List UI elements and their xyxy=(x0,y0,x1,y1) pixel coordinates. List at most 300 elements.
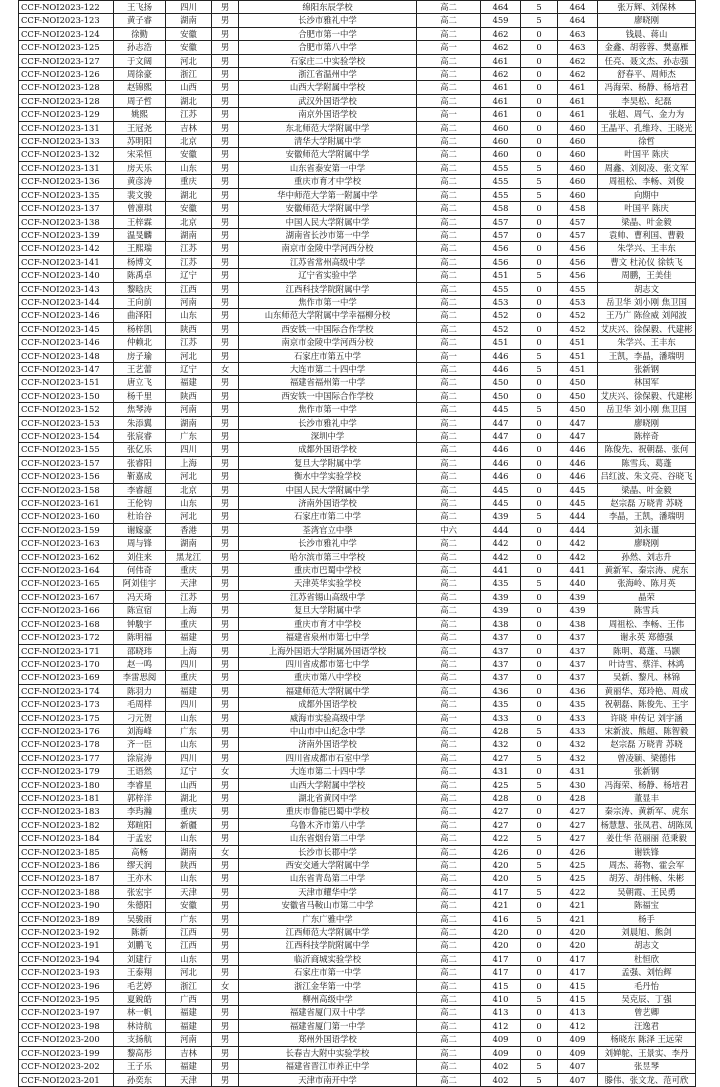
score-cell: 462 xyxy=(481,27,521,40)
school-cell: 柳州高级中学 xyxy=(239,993,417,1006)
gender-cell: 男 xyxy=(212,818,239,831)
gender-cell: 男 xyxy=(212,41,239,54)
bonus-cell: 0 xyxy=(521,698,558,711)
grade-cell: 高二 xyxy=(417,269,481,282)
gender-cell: 男 xyxy=(212,497,239,510)
coach-cell: 许晓 申传记 刘宇涵 xyxy=(598,711,696,724)
province-cell: 四川 xyxy=(166,657,212,670)
province-cell: 河北 xyxy=(166,54,212,67)
bonus-cell: 5 xyxy=(521,269,558,282)
name-cell: 钟駿宇 xyxy=(114,617,166,630)
province-cell: 江苏 xyxy=(166,590,212,603)
grade-cell: 高二 xyxy=(417,443,481,456)
school-cell: 衡水中学实验学校 xyxy=(239,470,417,483)
score-cell: 459 xyxy=(481,14,521,27)
contestant-id-cell: CCF-NOI2023-142 xyxy=(19,242,114,255)
school-cell: 上海外国语大学附属外国语学校 xyxy=(239,644,417,657)
bonus-cell: 0 xyxy=(521,939,558,952)
score-cell: 457 xyxy=(481,215,521,228)
contestant-id-cell: CCF-NOI2023-153 xyxy=(19,416,114,429)
bonus-cell: 0 xyxy=(521,523,558,536)
contestant-id-cell: CCF-NOI2023-180 xyxy=(19,778,114,791)
grade-cell: 高二 xyxy=(417,832,481,845)
name-cell: 王泰翔 xyxy=(114,966,166,979)
school-cell: 江西科技学院附属中学 xyxy=(239,282,417,295)
name-cell: 孙志浩 xyxy=(114,41,166,54)
table-row xyxy=(19,322,696,335)
score-cell: 420 xyxy=(481,939,521,952)
score-cell: 462 xyxy=(481,68,521,81)
name-cell: 陈明福 xyxy=(114,631,166,644)
score-cell: 435 xyxy=(481,698,521,711)
gender-cell: 男 xyxy=(212,885,239,898)
bonus-cell: 0 xyxy=(521,791,558,804)
school-cell: 大连市第二十四中学 xyxy=(239,765,417,778)
province-cell: 重庆 xyxy=(166,805,212,818)
coach-cell: 冯海荣、杨静、杨培君 xyxy=(598,778,696,791)
contestant-id-cell: CCF-NOI2023-186 xyxy=(19,859,114,872)
total-cell: 433 xyxy=(558,724,598,737)
total-cell: 447 xyxy=(558,416,598,429)
bonus-cell: 0 xyxy=(521,336,558,349)
coach-cell: 胡志文 xyxy=(598,282,696,295)
name-cell: 姚熙 xyxy=(114,108,166,121)
bonus-cell: 0 xyxy=(521,1019,558,1032)
table-row xyxy=(19,765,696,778)
contestant-id-cell: CCF-NOI2023-169 xyxy=(19,671,114,684)
score-cell: 442 xyxy=(481,550,521,563)
total-cell: 445 xyxy=(558,497,598,510)
coach-cell: 杨手 xyxy=(598,912,696,925)
total-cell: 435 xyxy=(558,698,598,711)
coach-cell: 梁晶、叶金毅 xyxy=(598,483,696,496)
province-cell: 安徽 xyxy=(166,41,212,54)
contestant-id-cell: CCF-NOI2023-127 xyxy=(19,54,114,67)
contestant-id-cell: CCF-NOI2023-202 xyxy=(19,1060,114,1073)
school-cell: 重庆市第八中学校 xyxy=(239,671,417,684)
coach-cell: 廖晓刚 xyxy=(598,14,696,27)
province-cell: 陕西 xyxy=(166,859,212,872)
school-cell: 成都外国语学校 xyxy=(239,698,417,711)
school-cell: 合肥市第一中学 xyxy=(239,27,417,40)
coach-cell: 赵宗磊 万晓青 苏晓 xyxy=(598,497,696,510)
coach-cell: 宋新波、熊超、陈智毅 xyxy=(598,724,696,737)
score-cell: 437 xyxy=(481,657,521,670)
grade-cell: 高二 xyxy=(417,644,481,657)
school-cell: 重庆市鲁能巴蜀中学校 xyxy=(239,805,417,818)
bonus-cell: 0 xyxy=(521,215,558,228)
table-row xyxy=(19,497,696,510)
gender-cell: 男 xyxy=(212,336,239,349)
province-cell: 广东 xyxy=(166,724,212,737)
grade-cell: 高二 xyxy=(417,939,481,952)
province-cell: 福建 xyxy=(166,1006,212,1019)
gender-cell: 男 xyxy=(212,899,239,912)
school-cell: 福建省泉州市第七中学 xyxy=(239,631,417,644)
total-cell: 460 xyxy=(558,188,598,201)
table-row xyxy=(19,550,696,563)
school-cell: 郑州外国语学校 xyxy=(239,1033,417,1046)
total-cell: 441 xyxy=(558,564,598,577)
bonus-cell: 5 xyxy=(521,14,558,27)
school-cell: 安徽师范大学附属中学 xyxy=(239,202,417,215)
bonus-cell: 0 xyxy=(521,430,558,443)
table-row xyxy=(19,188,696,201)
name-cell: 郑暄阳 xyxy=(114,818,166,831)
total-cell: 452 xyxy=(558,309,598,322)
bonus-cell: 5 xyxy=(521,1060,558,1073)
total-cell: 461 xyxy=(558,81,598,94)
bonus-cell: 0 xyxy=(521,121,558,134)
table-row xyxy=(19,1060,696,1073)
school-cell: 中山市中山纪念中学 xyxy=(239,724,417,737)
score-cell: 427 xyxy=(481,751,521,764)
name-cell: 苏明阳 xyxy=(114,135,166,148)
bonus-cell: 0 xyxy=(521,1046,558,1059)
grade-cell: 高二 xyxy=(417,765,481,778)
table-row xyxy=(19,899,696,912)
province-cell: 河南 xyxy=(166,295,212,308)
gender-cell: 男 xyxy=(212,443,239,456)
score-cell: 451 xyxy=(481,336,521,349)
province-cell: 陕西 xyxy=(166,389,212,402)
bonus-cell: 0 xyxy=(521,818,558,831)
coach-cell: 刘婵鸵、王景实、李丹 xyxy=(598,1046,696,1059)
coach-cell: 朱学兴、王丰东 xyxy=(598,242,696,255)
total-cell: 461 xyxy=(558,108,598,121)
name-cell: 杨博文 xyxy=(114,255,166,268)
table-row xyxy=(19,41,696,54)
total-cell: 437 xyxy=(558,657,598,670)
school-cell: 焦作市第一中学 xyxy=(239,403,417,416)
contestant-id-cell: CCF-NOI2023-124 xyxy=(19,27,114,40)
contestant-id-cell: CCF-NOI2023-189 xyxy=(19,912,114,925)
total-cell: 453 xyxy=(558,295,598,308)
name-cell: 张亿乐 xyxy=(114,443,166,456)
contestant-id-cell: CCF-NOI2023-196 xyxy=(19,979,114,992)
name-cell: 何伟奇 xyxy=(114,564,166,577)
contestant-id-cell: CCF-NOI2023-146 xyxy=(19,309,114,322)
contestant-id-cell: CCF-NOI2023-152 xyxy=(19,403,114,416)
bonus-cell: 0 xyxy=(521,148,558,161)
school-cell: 成都外国语学校 xyxy=(239,443,417,456)
total-cell: 463 xyxy=(558,27,598,40)
grade-cell: 高二 xyxy=(417,657,481,670)
total-cell: 409 xyxy=(558,1046,598,1059)
bonus-cell: 5 xyxy=(521,993,558,1006)
contestant-id-cell: CCF-NOI2023-175 xyxy=(19,711,114,724)
coach-cell: 艾庆兴、徐保毅、代建彬 xyxy=(598,322,696,335)
gender-cell: 男 xyxy=(212,1060,239,1073)
results-table-body xyxy=(19,1,696,1087)
gender-cell: 男 xyxy=(212,94,239,107)
contestant-id-cell: CCF-NOI2023-184 xyxy=(19,832,114,845)
table-row xyxy=(19,577,696,590)
score-cell: 461 xyxy=(481,108,521,121)
total-cell: 451 xyxy=(558,336,598,349)
total-cell: 462 xyxy=(558,68,598,81)
province-cell: 北京 xyxy=(166,135,212,148)
gender-cell: 男 xyxy=(212,510,239,523)
bonus-cell: 0 xyxy=(521,322,558,335)
total-cell: 460 xyxy=(558,135,598,148)
contestant-id-cell: CCF-NOI2023-125 xyxy=(19,41,114,54)
table-row xyxy=(19,510,696,523)
bonus-cell: 0 xyxy=(521,135,558,148)
coach-cell: 陈雪兵 xyxy=(598,604,696,617)
score-cell: 461 xyxy=(481,94,521,107)
gender-cell: 男 xyxy=(212,604,239,617)
total-cell: 427 xyxy=(558,805,598,818)
school-cell: 福建省晋江市养正中学 xyxy=(239,1060,417,1073)
grade-cell: 高二 xyxy=(417,242,481,255)
contestant-id-cell: CCF-NOI2023-185 xyxy=(19,845,114,858)
contestant-id-cell: CCF-NOI2023-162 xyxy=(19,550,114,563)
bonus-cell: 0 xyxy=(521,738,558,751)
coach-cell: 岳卫华 刘小刚 焦卫国 xyxy=(598,403,696,416)
grade-cell: 高二 xyxy=(417,14,481,27)
score-cell: 461 xyxy=(481,81,521,94)
contestant-id-cell: CCF-NOI2023-126 xyxy=(19,68,114,81)
school-cell: 四川省成都市石室中学 xyxy=(239,751,417,764)
bonus-cell: 5 xyxy=(521,751,558,764)
bonus-cell: 0 xyxy=(521,845,558,858)
name-cell: 林诗航 xyxy=(114,1019,166,1032)
contestant-id-cell: CCF-NOI2023-176 xyxy=(19,724,114,737)
grade-cell: 高二 xyxy=(417,135,481,148)
gender-cell: 男 xyxy=(212,751,239,764)
contestant-id-cell: CCF-NOI2023-170 xyxy=(19,657,114,670)
table-row xyxy=(19,1073,696,1086)
bonus-cell: 5 xyxy=(521,885,558,898)
name-cell: 王向前 xyxy=(114,295,166,308)
name-cell: 房子瑜 xyxy=(114,349,166,362)
contestant-id-cell: CCF-NOI2023-173 xyxy=(19,698,114,711)
table-row xyxy=(19,885,696,898)
bonus-cell: 0 xyxy=(521,604,558,617)
bonus-cell: 0 xyxy=(521,108,558,121)
grade-cell: 高二 xyxy=(417,1046,481,1059)
score-cell: 417 xyxy=(481,952,521,965)
province-cell: 湖南 xyxy=(166,14,212,27)
school-cell: 江苏省常州高级中学 xyxy=(239,255,417,268)
total-cell: 455 xyxy=(558,282,598,295)
school-cell: 江苏省锡山高级中学 xyxy=(239,590,417,603)
coach-cell: 黄新军、秦宗涛、虎东 xyxy=(598,564,696,577)
province-cell: 浙江 xyxy=(166,68,212,81)
province-cell: 安徽 xyxy=(166,202,212,215)
score-cell: 436 xyxy=(481,684,521,697)
name-cell: 杨梓凯 xyxy=(114,322,166,335)
total-cell: 427 xyxy=(558,832,598,845)
coach-cell: 赵宗磊 万晓青 苏晓 xyxy=(598,738,696,751)
contestant-id-cell: CCF-NOI2023-171 xyxy=(19,644,114,657)
name-cell: 王梓霖 xyxy=(114,215,166,228)
school-cell: 重庆市育才中学校 xyxy=(239,617,417,630)
total-cell: 464 xyxy=(558,14,598,27)
school-cell: 山东省青岛第二中学 xyxy=(239,872,417,885)
table-row xyxy=(19,68,696,81)
province-cell: 辽宁 xyxy=(166,269,212,282)
grade-cell: 高二 xyxy=(417,202,481,215)
grade-cell: 高二 xyxy=(417,148,481,161)
province-cell: 北京 xyxy=(166,215,212,228)
coach-cell: 廖晓刚 xyxy=(598,537,696,550)
contestant-id-cell: CCF-NOI2023-164 xyxy=(19,564,114,577)
coach-cell: 杜恒欣 xyxy=(598,952,696,965)
bonus-cell: 0 xyxy=(521,242,558,255)
contestant-id-cell: CCF-NOI2023-194 xyxy=(19,952,114,965)
table-row xyxy=(19,362,696,375)
bonus-cell: 0 xyxy=(521,295,558,308)
name-cell: 王冠尧 xyxy=(114,121,166,134)
total-cell: 450 xyxy=(558,376,598,389)
total-cell: 460 xyxy=(558,175,598,188)
contestant-id-cell: CCF-NOI2023-165 xyxy=(19,577,114,590)
contestant-id-cell: CCF-NOI2023-190 xyxy=(19,899,114,912)
total-cell: 415 xyxy=(558,979,598,992)
table-row xyxy=(19,872,696,885)
contestant-id-cell: CCF-NOI2023-155 xyxy=(19,443,114,456)
gender-cell: 男 xyxy=(212,403,239,416)
total-cell: 437 xyxy=(558,644,598,657)
coach-cell: 张海岭、陈月英 xyxy=(598,577,696,590)
name-cell: 张睿阳 xyxy=(114,456,166,469)
table-row xyxy=(19,135,696,148)
province-cell: 天津 xyxy=(166,885,212,898)
coach-cell: 叶国平 陈庆 xyxy=(598,202,696,215)
name-cell: 裴文骏 xyxy=(114,188,166,201)
coach-cell: 周鹏，王美佳 xyxy=(598,269,696,282)
grade-cell: 高二 xyxy=(417,1,481,14)
name-cell: 张宏宇 xyxy=(114,885,166,898)
contestant-id-cell: CCF-NOI2023-137 xyxy=(19,202,114,215)
name-cell: 杨千里 xyxy=(114,389,166,402)
total-cell: 464 xyxy=(558,1,598,14)
score-cell: 444 xyxy=(481,523,521,536)
score-cell: 441 xyxy=(481,564,521,577)
total-cell: 461 xyxy=(558,94,598,107)
name-cell: 黎高彤 xyxy=(114,1046,166,1059)
province-cell: 浙江 xyxy=(166,979,212,992)
province-cell: 湖北 xyxy=(166,188,212,201)
score-cell: 420 xyxy=(481,859,521,872)
table-row xyxy=(19,54,696,67)
score-cell: 460 xyxy=(481,148,521,161)
score-cell: 438 xyxy=(481,617,521,630)
table-row xyxy=(19,27,696,40)
total-cell: 433 xyxy=(558,711,598,724)
grade-cell: 高一 xyxy=(417,108,481,121)
coach-cell: 叶诗雪、蔡洋、林鸿 xyxy=(598,657,696,670)
gender-cell: 男 xyxy=(212,912,239,925)
school-cell: 南京市金陵中学河西分校 xyxy=(239,242,417,255)
total-cell: 420 xyxy=(558,939,598,952)
grade-cell: 高二 xyxy=(417,121,481,134)
score-cell: 437 xyxy=(481,631,521,644)
province-cell: 江苏 xyxy=(166,242,212,255)
grade-cell: 高二 xyxy=(417,872,481,885)
coach-cell: 王晶平、孔维玲、王晓光 xyxy=(598,121,696,134)
gender-cell: 男 xyxy=(212,1033,239,1046)
school-cell: 安徽省马鞍山市第二中学 xyxy=(239,899,417,912)
bonus-cell: 0 xyxy=(521,456,558,469)
province-cell: 湖南 xyxy=(166,537,212,550)
table-row xyxy=(19,242,696,255)
score-cell: 433 xyxy=(481,711,521,724)
table-row xyxy=(19,121,696,134)
school-cell: 江西科技学院附属中学 xyxy=(239,939,417,952)
score-cell: 437 xyxy=(481,671,521,684)
contestant-id-cell: CCF-NOI2023-168 xyxy=(19,617,114,630)
score-cell: 456 xyxy=(481,242,521,255)
coach-cell: 曹文 杜沁仪 徐铁飞 xyxy=(598,255,696,268)
table-row xyxy=(19,738,696,751)
province-cell: 山东 xyxy=(166,952,212,965)
score-cell: 426 xyxy=(481,845,521,858)
total-cell: 436 xyxy=(558,684,598,697)
score-cell: 460 xyxy=(481,135,521,148)
score-cell: 435 xyxy=(481,577,521,590)
contestant-id-cell: CCF-NOI2023-177 xyxy=(19,751,114,764)
bonus-cell: 0 xyxy=(521,684,558,697)
province-cell: 四川 xyxy=(166,1,212,14)
province-cell: 河北 xyxy=(166,510,212,523)
name-cell: 周与锋 xyxy=(114,537,166,550)
total-cell: 460 xyxy=(558,161,598,174)
table-row xyxy=(19,1019,696,1032)
score-cell: 450 xyxy=(481,389,521,402)
total-cell: 456 xyxy=(558,255,598,268)
grade-cell: 高二 xyxy=(417,805,481,818)
contestant-id-cell: CCF-NOI2023-199 xyxy=(19,1046,114,1059)
bonus-cell: 5 xyxy=(521,872,558,885)
grade-cell: 高二 xyxy=(417,430,481,443)
province-cell: 山东 xyxy=(166,497,212,510)
total-cell: 442 xyxy=(558,550,598,563)
gender-cell: 男 xyxy=(212,537,239,550)
gender-cell: 男 xyxy=(212,631,239,644)
coach-cell: 曾凌颖、梁德伟 xyxy=(598,751,696,764)
school-cell: 清华大学附属中学 xyxy=(239,135,417,148)
grade-cell: 高二 xyxy=(417,470,481,483)
grade-cell: 高二 xyxy=(417,993,481,1006)
total-cell: 413 xyxy=(558,1006,598,1019)
name-cell: 刘住来 xyxy=(114,550,166,563)
school-cell: 深圳中学 xyxy=(239,430,417,443)
bonus-cell: 5 xyxy=(521,859,558,872)
grade-cell: 高二 xyxy=(417,604,481,617)
province-cell: 江西 xyxy=(166,939,212,952)
total-cell: 437 xyxy=(558,671,598,684)
province-cell: 吉林 xyxy=(166,121,212,134)
bonus-cell: 0 xyxy=(521,309,558,322)
province-cell: 福建 xyxy=(166,631,212,644)
school-cell: 石家庄市第二中学 xyxy=(239,510,417,523)
school-cell: 华中师范大学第一附属中学 xyxy=(239,188,417,201)
table-row xyxy=(19,671,696,684)
contestant-id-cell: CCF-NOI2023-136 xyxy=(19,175,114,188)
total-cell: 447 xyxy=(558,430,598,443)
score-cell: 445 xyxy=(481,497,521,510)
province-cell: 辽宁 xyxy=(166,765,212,778)
grade-cell: 高二 xyxy=(417,27,481,40)
contestant-id-cell: CCF-NOI2023-148 xyxy=(19,349,114,362)
name-cell: 朱添翼 xyxy=(114,416,166,429)
grade-cell: 高二 xyxy=(417,322,481,335)
grade-cell: 高二 xyxy=(417,362,481,375)
bonus-cell: 0 xyxy=(521,631,558,644)
